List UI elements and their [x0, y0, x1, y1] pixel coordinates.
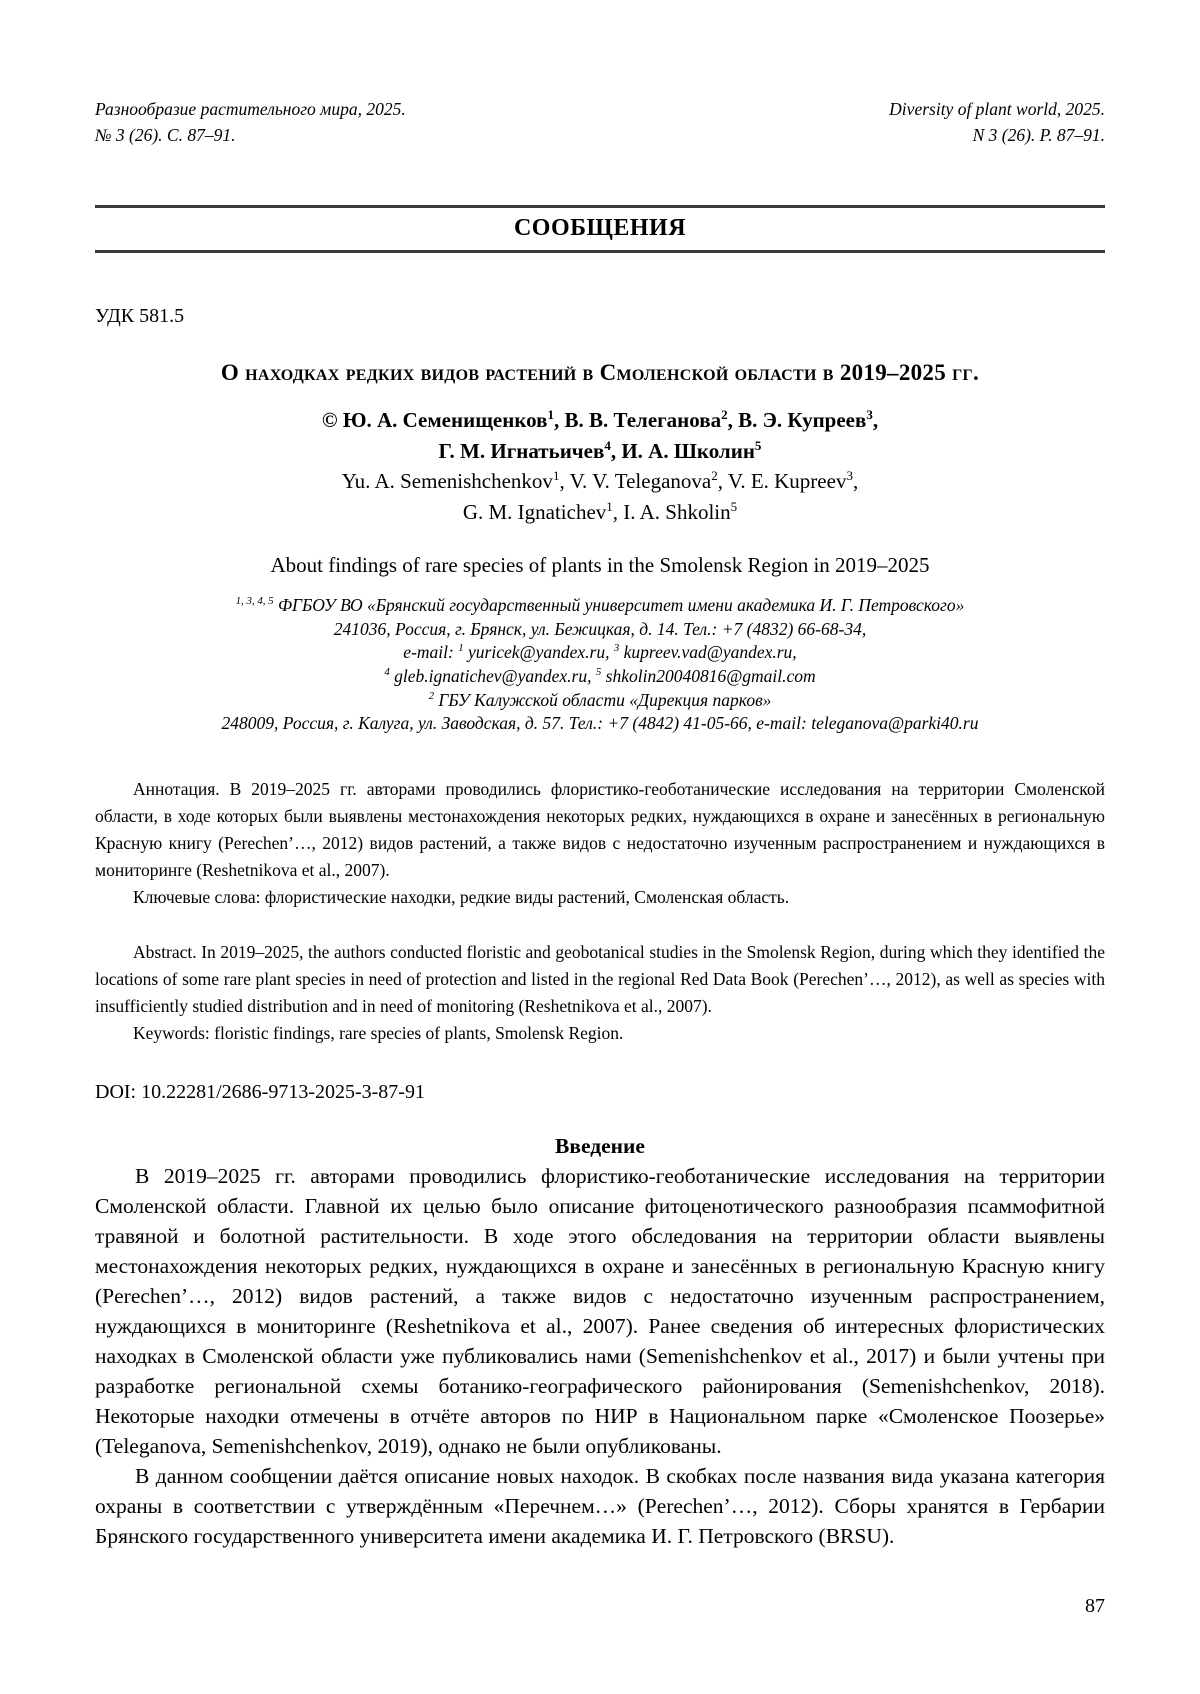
abstract-en-text: Abstract. In 2019–2025, the authors conducted floristic and geobotanical studies in the Smolensk Region, during which they identified the locations of some rare plant species in need of protection and listed in the regional Red Data Book (Perechen’…, 2012), as well as species with insufficiently studied distribution and in need of monitoring (Reshetnikova et al., 2007). [95, 941, 1105, 1016]
running-head-left [95, 96, 406, 149]
annotation-ru-block [95, 776, 1105, 912]
introduction-paragraph-1: В 2019–2025 гг. авторами проводились флористико-геоботанические исследования на территории Смоленской области. Главной их целью было описание фитоценотического разнообразия псаммофитной травяной и болотной растительности. В ходе этого обследования на территории области выявлены местонахождения некоторых редких, нуждающихся в охране и занесённых в региональную Красную книгу (Perechen’…, 2012) видов растений, а также видов с недостаточно изученным распространением, нуждающихся в мониторинге (Reshetnikova et al., 2007). Ранее сведения об интересных флористических находках в Смоленской области уже публиковались нами (Semenishchenkov et al., 2017) и были учтены при разработке региональной схемы ботанико-географического районирования (Semenishchenkov, 2018). Некоторые находки отмечены в отчёте авторов по НИР в Национальном парке «Смоленское Поозерье» (Teleganova, Semenishchenkov, 2019), однако не были опубликованы. [95, 1164, 1105, 1459]
affiliation-line-address-kaluga: 248009, Россия, г. Калуга, ул. Заводская, д. 57. Тел.: +7 (4842) 41-05-66, e-mail: teleganova@parki40.ru [221, 713, 979, 734]
page-number: 87 [1085, 1595, 1105, 1617]
running-head-right [889, 96, 1105, 149]
authors-en [95, 466, 1105, 527]
affiliation-block [95, 594, 1105, 736]
section-banner: СООБЩЕНИЯ [95, 205, 1105, 253]
authors-ru-line2: Г. М. Игнатьичев$^4$, И. А. Школин$^5$ [438, 437, 762, 463]
doi-line: DOI: 10.22281/2686-9713-2025-3-87-91 [95, 1081, 425, 1104]
annotation-ru-text: Аннотация. В 2019–2025 гг. авторами проводились флористико-геоботанические исследования на территории Смоленской области, в ходе которых были выявлены местонахождения некоторых редких, нуждающихся в охране и занесённых в региональную Красную книгу (Perechen’…, 2012) видов растений, а также видов с недостаточно изученным распространением и нуждающихся в мониторинге (Reshetnikova et al., 2007). [95, 778, 1105, 881]
introduction-body [95, 1161, 1105, 1551]
issue-info-ru: № 3 (26). С. 87–91. [95, 125, 236, 146]
article-title-en: About findings of rare species of plants in the Smolensk Region in 2019–2025 [270, 553, 930, 578]
article-title-ru: О находках редких видов растений в Смоленской области в 2019–2025 гг. [220, 359, 980, 385]
udc-code: УДК 581.5 [95, 304, 185, 327]
affiliation-line-address-bryansk: 241036, Россия, г. Брянск, ул. Бежицкая, д. 14. Тел.: +7 (4832) 66-68-34, [333, 618, 867, 639]
abstract-en-block [95, 939, 1105, 1048]
authors-ru [95, 405, 1105, 466]
authors-en-line1: Yu. A. Semenishchenkov$^1$, V. V. Teleganova$^2$, V. E. Kupreev$^3$, [341, 468, 859, 494]
affiliation-line-university: $^{1, 3, 4, 5}$ ФГБОУ ВО «Брянский государственный университет имени академика И. Г. Петровского» [235, 595, 965, 616]
journal-title-ru: Разнообразие растительного мира, 2025. [95, 99, 406, 119]
keywords-en-text: Keywords: floristic findings, rare species of plants, Smolensk Region. [133, 1022, 624, 1043]
journal-title-en: Diversity of plant world, 2025. [889, 99, 1105, 119]
introduction-heading: Введение [555, 1134, 645, 1159]
keywords-ru-text: Ключевые слова: флористические находки, редкие виды растений, Смоленская область. [133, 887, 790, 908]
authors-ru-line1: © Ю. А. Семенищенков$^1$, В. В. Телеганова$^2$, В. Э. Купреев$^3$, [321, 407, 879, 433]
introduction-paragraph-2: В данном сообщении даётся описание новых находок. В скобках после названия вида указана категория охраны в соответствии с утверждённым «Перечнем…» (Perechen’…, 2012). Сборы хранятся в Гербарии Брянского государственного университета имени академика И. Г. Петровского (BRSU). [95, 1464, 1105, 1549]
authors-en-line2: G. M. Ignatichev$^1$, I. A. Shkolin$^5$ [462, 498, 738, 524]
running-head [95, 96, 1105, 149]
affiliation-line-emails-2: $^4$ gleb.ignatichev@yandex.ru, $^5$ shkolin20040816@gmail.com [384, 666, 816, 687]
issue-info-en: N 3 (26). P. 87–91. [972, 125, 1105, 146]
affiliation-line-emails-1: e-mail: $^1$ yuricek@yandex.ru, $^3$ kupreev.vad@yandex.ru, [403, 642, 797, 663]
affiliation-line-parks: $^2$ ГБУ Калужской области «Дирекция парков» [428, 689, 772, 710]
